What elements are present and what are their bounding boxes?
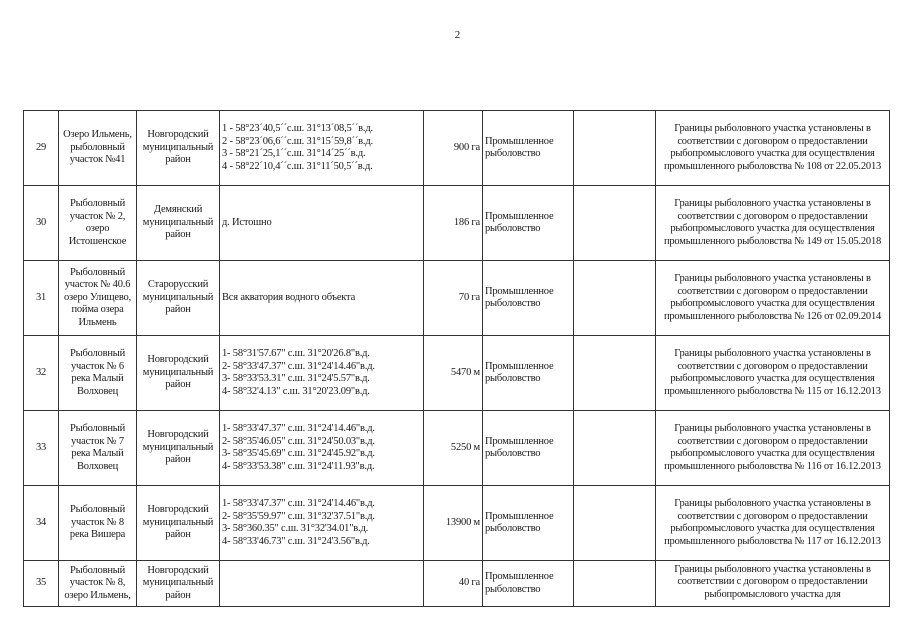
district-cell: Новгородский муниципальный район bbox=[137, 336, 220, 411]
usage-type-cell: Промышленное рыболовство bbox=[483, 261, 574, 336]
row-number-cell: 30 bbox=[24, 186, 59, 261]
table-row bbox=[24, 111, 890, 186]
coordinate-line: 2- 58°35'59.97" с.ш. 31°32'37.51"в.д. bbox=[222, 510, 375, 522]
area-name-cell: Озеро Ильмень, рыболовный участок №41 bbox=[59, 111, 137, 186]
coordinate-line: 2 - 58°23´06,6´´с.ш. 31°15´59,8´´в.д. bbox=[222, 135, 373, 147]
empty-cell bbox=[574, 336, 656, 411]
coordinate-line: Вся акватория водного объекта bbox=[222, 291, 356, 303]
usage-type-cell: Промышленное рыболовство bbox=[483, 486, 574, 561]
area-size-cell: 186 га bbox=[424, 186, 483, 261]
page-number: 2 bbox=[454, 29, 461, 41]
row-number-cell: 33 bbox=[24, 411, 59, 486]
row-number-cell: 31 bbox=[24, 261, 59, 336]
coordinates-cell bbox=[220, 186, 424, 261]
area-name-cell: Рыболовный участок № 6 река Малый Волховец bbox=[59, 336, 137, 411]
coordinate-line: 4- 58°33'46.73" с.ш. 31°24'3.56"в.д. bbox=[222, 535, 370, 547]
table-row bbox=[24, 186, 890, 261]
empty-cell bbox=[574, 486, 656, 561]
note-cell: Границы рыболовного участка установлены в соответствии с договором о предоставлении рыбопромыслового участка для осуществления промышленного рыболовства № 117 от 16.12.2013 bbox=[656, 486, 890, 561]
empty-cell bbox=[574, 411, 656, 486]
coordinate-line: 4- 58°32'4.13" с.ш. 31°20'23.09"в.д. bbox=[222, 385, 370, 397]
table-body bbox=[24, 111, 890, 607]
area-size-cell: 13900 м bbox=[424, 486, 483, 561]
table-row bbox=[24, 561, 890, 607]
coordinate-line: 2- 58°35'46.05" с.ш. 31°24'50.03"в.д. bbox=[222, 435, 375, 447]
empty-cell bbox=[574, 261, 656, 336]
coordinate-line: 1- 58°33'47.37" с.ш. 31°24'14.46"в.д. bbox=[222, 498, 375, 509]
coordinate-line: 3- 58°33'53.31" с.ш. 31°24'5.57"в.д. bbox=[222, 373, 370, 384]
area-name-cell: Рыболовный участок № 2, озеро Истошенское bbox=[59, 186, 137, 261]
row-number-cell: 32 bbox=[24, 336, 59, 411]
coordinates-cell bbox=[220, 111, 424, 186]
area-name-cell: Рыболовный участок № 8, озеро Ильмень, bbox=[59, 561, 137, 607]
table-row bbox=[24, 411, 890, 486]
district-cell: Новгородский муниципальный район bbox=[137, 486, 220, 561]
district-cell: Новгородский муниципальный район bbox=[137, 411, 220, 486]
coordinates-cell bbox=[220, 486, 424, 561]
area-size-cell: 40 га bbox=[424, 561, 483, 607]
usage-type-cell: Промышленное рыболовство bbox=[483, 186, 574, 261]
note-cell bbox=[656, 561, 890, 607]
coordinate-line: 1- 58°31'57.67" с.ш. 31°20'26.8"в.д. bbox=[222, 348, 370, 359]
note-text: Границы рыболовного участка установлены в соответствии с договором о предоставлении рыбопромыслового участка для bbox=[674, 563, 871, 600]
area-size-cell: 70 га bbox=[424, 261, 483, 336]
coordinate-line: д. Истошно bbox=[222, 216, 272, 228]
coordinate-line: 3- 58°35'45.69" с.ш. 31°24'45.92"в.д. bbox=[222, 448, 375, 459]
coordinates-cell bbox=[220, 261, 424, 336]
area-size-cell: 5250 м bbox=[424, 411, 483, 486]
coordinate-line: 4 - 58°22´10,4´´с.ш. 31°11´50,5´´в.д. bbox=[222, 160, 373, 172]
empty-cell bbox=[574, 186, 656, 261]
coordinates-cell bbox=[220, 561, 424, 607]
usage-type-cell: Промышленное рыболовство bbox=[483, 411, 574, 486]
district-cell: Старорусский муниципальный район bbox=[137, 261, 220, 336]
coordinate-line: 3- 58°360.35" с.ш. 31°32'34.01"в.д. bbox=[222, 523, 369, 534]
area-name-cell: Рыболовный участок № 8 река Вишера bbox=[59, 486, 137, 561]
note-cell: Границы рыболовного участка установлены в соответствии с договором о предоставлении рыбопромыслового участка для осуществления промышленного рыболовства № 126 от 02.09.2014 bbox=[656, 261, 890, 336]
coordinate-line: 4- 58°33'53.38" с.ш. 31°24'11.93"в.д. bbox=[222, 460, 375, 472]
coordinate-line: 2- 58°33'47.37" с.ш. 31°24'14.46"в.д. bbox=[222, 360, 375, 372]
empty-cell bbox=[574, 561, 656, 607]
coordinate-line: 3 - 58°21´25,1´´с.ш. 31°14´25´´в.д. bbox=[222, 148, 366, 159]
table-row bbox=[24, 336, 890, 411]
row-number-cell: 35 bbox=[24, 561, 59, 607]
area-name-cell: Рыболовный участок № 7 река Малый Волховец bbox=[59, 411, 137, 486]
note-cell: Границы рыболовного участка установлены в соответствии с договором о предоставлении рыбопромыслового участка для осуществления промышленного рыболовства № 115 от 16.12.2013 bbox=[656, 336, 890, 411]
coordinate-line: 1 - 58°23´40,5´´с.ш. 31°13´08,5´´в.д. bbox=[222, 123, 373, 134]
area-size-cell: 5470 м bbox=[424, 336, 483, 411]
fishing-areas-table bbox=[23, 110, 890, 607]
usage-type-cell: Промышленное рыболовство bbox=[483, 336, 574, 411]
empty-cell bbox=[574, 111, 656, 186]
note-cell: Границы рыболовного участка установлены в соответствии с договором о предоставлении рыбопромыслового участка для осуществления промышленного рыболовства № 116 от 16.12.2013 bbox=[656, 411, 890, 486]
area-size-cell: 900 га bbox=[424, 111, 483, 186]
table-row bbox=[24, 486, 890, 561]
note-cell: Границы рыболовного участка установлены в соответствии с договором о предоставлении рыбопромыслового участка для осуществления промышленного рыболовства № 108 от 22.05.2013 bbox=[656, 111, 890, 186]
coordinates-cell bbox=[220, 411, 424, 486]
district-cell: Новгородский муниципальный район bbox=[137, 561, 220, 607]
coordinate-line: 1- 58°33'47.37" с.ш. 31°24'14.46"в.д. bbox=[222, 423, 375, 434]
area-name-cell: Рыболовный участок № 40.6 озеро Улищево, пойма озера Ильмень bbox=[59, 261, 137, 336]
usage-type-cell: Промышленное рыболовство bbox=[483, 561, 574, 607]
coordinates-cell bbox=[220, 336, 424, 411]
table-row bbox=[24, 261, 890, 336]
note-cell: Границы рыболовного участка установлены в соответствии с договором о предоставлении рыбопромыслового участка для осуществления промышленного рыболовства № 149 от 15.05.2018 bbox=[656, 186, 890, 261]
district-cell: Демянский муниципальный район bbox=[137, 186, 220, 261]
row-number-cell: 29 bbox=[24, 111, 59, 186]
district-cell: Новгородский муниципальный район bbox=[137, 111, 220, 186]
row-number-cell: 34 bbox=[24, 486, 59, 561]
usage-type-cell: Промышленное рыболовство bbox=[483, 111, 574, 186]
